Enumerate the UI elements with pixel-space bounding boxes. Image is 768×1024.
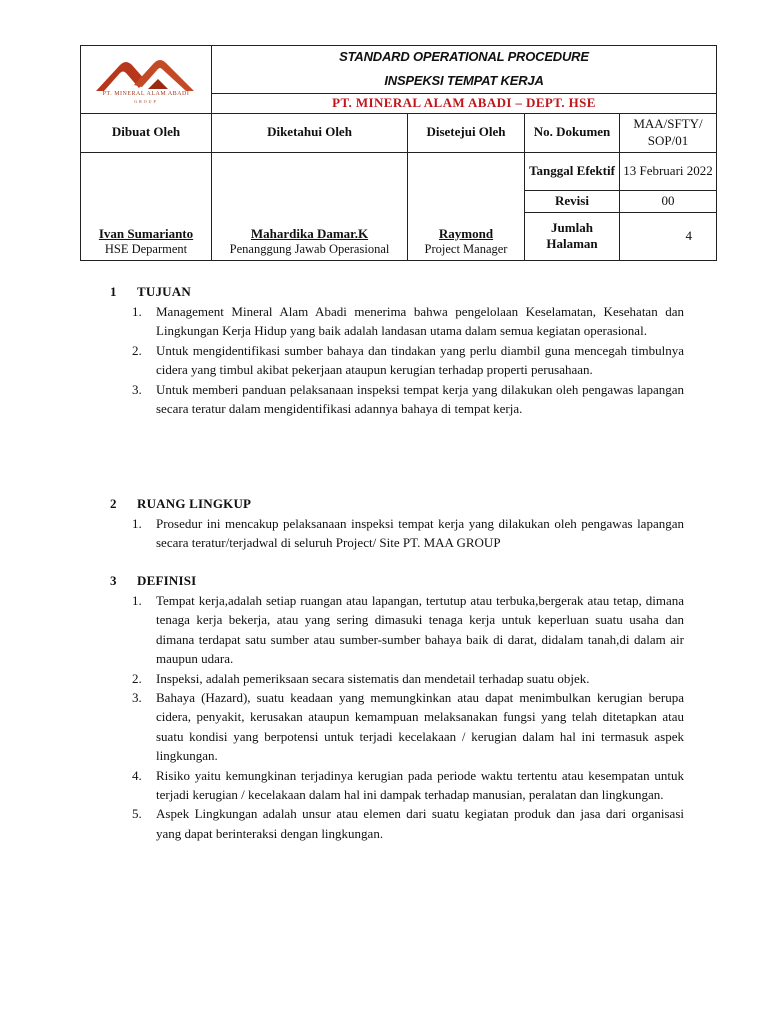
section-list xyxy=(110,514,684,553)
list-item xyxy=(110,591,684,669)
list-item-number: 2. xyxy=(132,670,142,686)
list-item-text: Prosedur ini mencakup pelaksanaan inspeksi tempat kerja yang dilakukan oleh pengawas lapangan secara teratur/terjadwal di seluruh Project/ Site PT. MAA GROUP xyxy=(156,516,684,551)
company-logo xyxy=(81,46,212,114)
sop-title-line1: STANDARD OPERATIONAL PROCEDURE xyxy=(212,46,717,70)
company-department-line: PT. MINERAL ALAM ABADI – DEPT. HSE xyxy=(212,93,717,113)
list-item xyxy=(110,688,684,766)
list-item xyxy=(110,514,684,553)
revision-value: 00 xyxy=(620,190,717,212)
list-item-number: 1. xyxy=(132,593,142,608)
doc-number-value: MAA/SFTY/ SOP/01 xyxy=(620,113,717,152)
section-heading xyxy=(110,496,684,512)
doc-number-label: No. Dokumen xyxy=(525,113,620,152)
list-item-text: Untuk mengidentifikasi sumber bahaya dan tindakan yang perlu diambil guna mencegah timbulnya cidera yang timbul akibat pekerjaan ataupun kerugian terhadap properti perusahaan. xyxy=(156,342,684,378)
list-item-number: 5. xyxy=(132,806,142,822)
signer-operational xyxy=(212,152,408,260)
list-item-text: Bahaya (Hazard), suatu keadaan yang memungkinkan atau dapat menimbulkan kerugian berupa cidera, penyakit, kerusakan ataupun kemampuan melaksanakan fungsi yang telah ditetapkan atau suatu kondisi yang berpotensi untuk terjadi kecelakaan / kerugian dalam hal ini termasuk aspek lingkungan. xyxy=(156,690,684,764)
made-by-header: Dibuat Oleh xyxy=(81,113,212,152)
section-title: TUJUAN xyxy=(137,284,191,299)
signer-hse xyxy=(81,152,212,260)
sop-title-line2: INSPEKSI TEMPAT KERJA xyxy=(212,69,717,93)
page-count-label: Jumlah Halaman xyxy=(525,212,620,260)
list-item xyxy=(110,766,684,805)
list-item-text: Management Mineral Alam Abadi menerima bahwa pengelolaan Keselamatan, Kesehatan dan Lingkungan Kerja Hidup yang baik adalah landasan utama dalam semua kegiatan operasional. xyxy=(156,304,684,339)
list-item xyxy=(110,341,684,380)
section-heading xyxy=(110,573,684,589)
mountain-logo-icon xyxy=(90,55,202,93)
section-number: 3 xyxy=(110,573,117,588)
sop-header-table xyxy=(80,45,717,261)
list-item-text: Inspeksi, adalah pemeriksaan secara sistematis dan mendetail terhadap suatu objek. xyxy=(156,670,590,686)
list-item xyxy=(110,669,684,688)
approved-by-header: Disetejui Oleh xyxy=(408,113,525,152)
signer1-name: Ivan Sumarianto xyxy=(98,225,194,241)
logo-subtext: GROUP xyxy=(134,98,158,104)
section-title: RUANG LINGKUP xyxy=(137,496,252,511)
signer1-role: HSE Deparment xyxy=(104,241,188,256)
signer2-name: Mahardika Damar.K xyxy=(250,225,369,241)
signer2-role: Penanggung Jawab Operasional xyxy=(229,241,390,256)
list-item-number: 4. xyxy=(132,767,142,783)
section-ruang-lingkup xyxy=(110,496,684,553)
list-item xyxy=(110,804,684,843)
signer-project-manager xyxy=(408,152,525,260)
list-item-text: Risiko yaitu kemungkinan terjadinya kerugian pada periode waktu tertentu atau kesempatan untuk terjadi kerugian / kecelakaan dalam hal ini dampak terhadap manusian, peralatan dan lingkungan. xyxy=(156,767,684,803)
list-item xyxy=(110,380,684,419)
signer3-role: Project Manager xyxy=(424,241,508,256)
section-heading xyxy=(110,284,684,300)
list-item-text: Aspek Lingkungan adalah unsur atau elemen dari suatu kegiatan produk dan jasa dari organisasi yang dapat berinteraksi dengan lingkungan. xyxy=(156,806,684,841)
list-item-number: 3. xyxy=(132,690,142,706)
section-list xyxy=(110,302,684,418)
revision-label: Revisi xyxy=(525,190,620,212)
list-item-text: Tempat kerja,adalah setiap ruangan atau lapangan, tertutup atau terbuka,bergerak atau tetap, dimana tenaga kerja bekerja, atau yang sering dimasuki tenaga kerja untuk keperluan suatu usaha dan dimana terdapat satu sumber atau sumber-sumber bahaya baik di darat, didalam tanah,di dalam air maupun udara. xyxy=(156,593,684,667)
section-list xyxy=(110,591,684,843)
list-item-number: 2. xyxy=(132,342,142,358)
effective-date-label: Tanggal Efektif xyxy=(525,152,620,190)
page-count-value: 4 xyxy=(620,212,717,260)
effective-date-value: 13 Februari 2022 xyxy=(620,152,717,190)
section-title: DEFINISI xyxy=(137,573,197,588)
list-item-text: Untuk memberi panduan pelaksanaan inspeksi tempat kerja yang dilakukan oleh pengawas lapangan secara teratur dalam mengidentifikasi adannya bahaya di tempat kerja. xyxy=(156,381,684,417)
list-item-number: 3. xyxy=(132,381,142,397)
known-by-header: Diketahui Oleh xyxy=(212,113,408,152)
list-item-number: 1. xyxy=(132,516,142,531)
section-number: 2 xyxy=(110,496,117,511)
section-definisi xyxy=(110,573,684,843)
logo-company-name: PT. MINERAL ALAM ABADI xyxy=(102,91,190,97)
signer3-name: Raymond xyxy=(438,225,494,241)
list-item xyxy=(110,302,684,341)
section-tujuan xyxy=(110,284,684,418)
section-number: 1 xyxy=(110,284,117,299)
list-item-number: 1. xyxy=(132,304,142,319)
